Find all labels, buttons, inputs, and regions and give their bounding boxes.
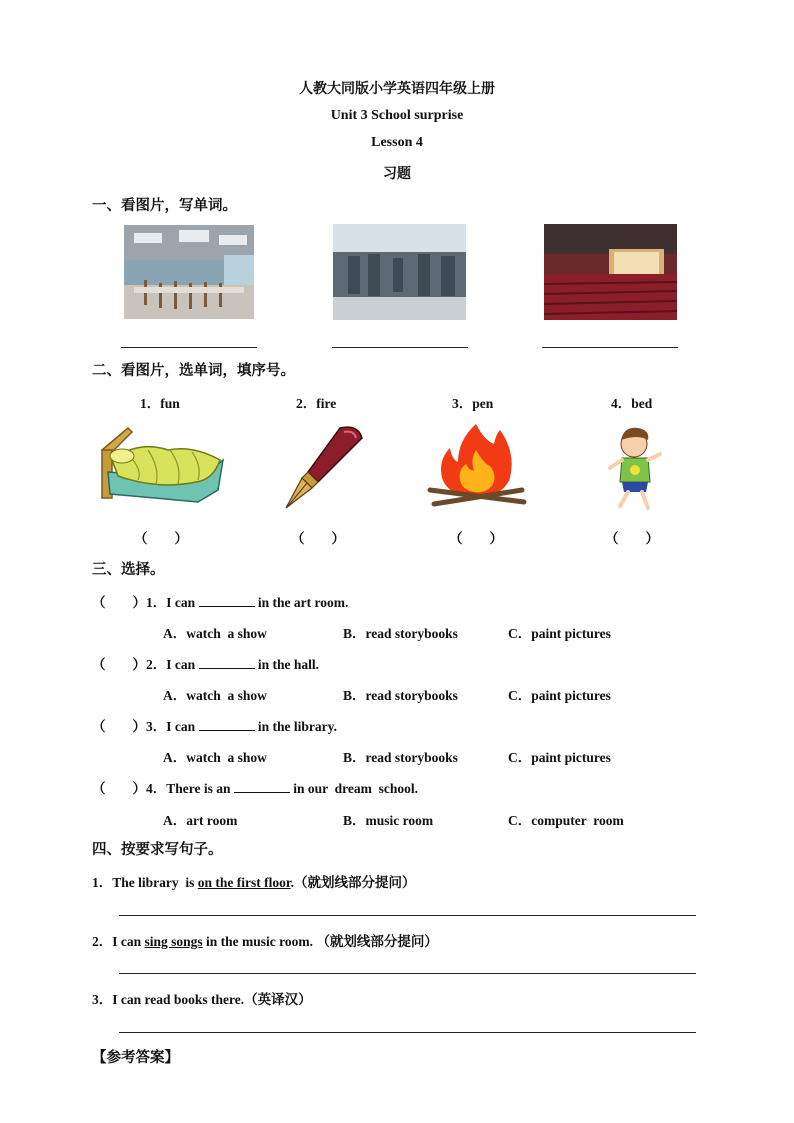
question-paren[interactable]: （ ） <box>92 595 146 610</box>
underlined-phrase: on the first floor <box>197 875 291 890</box>
option-4c: C．computer room <box>508 813 624 828</box>
doc-title: 人教大同版小学英语四年级上册 <box>299 82 495 97</box>
pic-answer-paren-3[interactable]: （ ） <box>449 531 503 546</box>
sentence-text: 1．The library is <box>92 875 198 890</box>
writing-line-3[interactable] <box>119 1032 696 1033</box>
fill-blank[interactable] <box>199 594 255 607</box>
option-2c: C．paint pictures <box>508 688 611 703</box>
question-text-end: in the art room. <box>254 595 349 610</box>
question-text: 1．I can <box>146 595 199 610</box>
pen-image <box>278 420 368 512</box>
sentence-task-1 <box>92 871 416 891</box>
fill-blank[interactable] <box>199 718 255 731</box>
question-paren[interactable]: （ ） <box>92 781 146 796</box>
section1-heading: 一、看图片，写单词。 <box>92 198 237 214</box>
word-option-2: 2．fire <box>296 396 337 411</box>
fire-image <box>424 420 530 510</box>
question-text-end: in our dream school. <box>289 781 419 796</box>
pic-answer-paren-2[interactable]: （ ） <box>291 531 345 546</box>
writing-line-1[interactable] <box>119 915 696 916</box>
writing-line-2[interactable] <box>119 973 696 974</box>
exercise-title: 习题 <box>383 167 411 182</box>
option-1b: B．read storybooks <box>343 626 458 641</box>
fun-boy-image <box>608 424 664 514</box>
question-row-3 <box>92 715 337 735</box>
library-photo <box>333 224 466 320</box>
question-row-1 <box>92 591 348 611</box>
sentence-text: 3．I can read books there.（英译汉） <box>92 992 312 1007</box>
word-option-1: 1．fun <box>140 396 180 411</box>
question-paren[interactable]: （ ） <box>92 657 146 672</box>
lesson-title: Lesson 4 <box>371 135 423 150</box>
word-option-3: 3．pen <box>452 396 494 411</box>
section4-heading: 四、按要求写句子。 <box>92 842 223 858</box>
sentence-text: 2．I can <box>92 934 145 949</box>
option-2a: A．watch a show <box>163 688 267 703</box>
section2-heading: 二、看图片，选单词，填序号。 <box>92 363 295 379</box>
option-1c: C．paint pictures <box>508 626 611 641</box>
option-4a: A．art room <box>163 813 238 828</box>
question-text: 4．There is an <box>146 781 234 796</box>
question-row-2 <box>92 653 319 673</box>
unit-title: Unit 3 School surprise <box>330 108 464 123</box>
answer-key-heading: 【参考答案】 <box>92 1050 179 1066</box>
pic-answer-paren-1[interactable]: （ ） <box>134 531 188 546</box>
option-1a: A．watch a show <box>163 626 267 641</box>
sentence-task-2 <box>92 930 438 950</box>
fill-blank[interactable] <box>199 656 255 669</box>
question-text: 2．I can <box>146 657 199 672</box>
option-3b: B．read storybooks <box>343 750 458 765</box>
option-2b: B．read storybooks <box>343 688 458 703</box>
answer-line-2[interactable] <box>332 347 468 348</box>
question-paren[interactable]: （ ） <box>92 719 146 734</box>
option-3c: C．paint pictures <box>508 750 611 765</box>
underlined-phrase: sing songs <box>144 934 203 949</box>
answer-line-1[interactable] <box>121 347 257 348</box>
question-row-4 <box>92 777 418 797</box>
sentence-instruction: in the music room. （就划线部分提问） <box>202 934 438 949</box>
fill-blank[interactable] <box>234 780 290 793</box>
sentence-task-3 <box>92 988 312 1008</box>
sentence-instruction: .（就划线部分提问） <box>290 875 416 890</box>
option-3a: A．watch a show <box>163 750 267 765</box>
question-text-end: in the library. <box>254 719 338 734</box>
art-room-photo <box>124 225 254 319</box>
pic-answer-paren-4[interactable]: （ ） <box>605 531 659 546</box>
question-text-end: in the hall. <box>254 657 320 672</box>
word-option-4: 4．bed <box>611 396 653 411</box>
option-4b: B．music room <box>343 813 434 828</box>
section3-heading: 三、选择。 <box>92 562 165 578</box>
answer-line-3[interactable] <box>542 347 678 348</box>
bed-image <box>98 420 228 505</box>
question-text: 3．I can <box>146 719 199 734</box>
hall-photo <box>544 224 677 320</box>
